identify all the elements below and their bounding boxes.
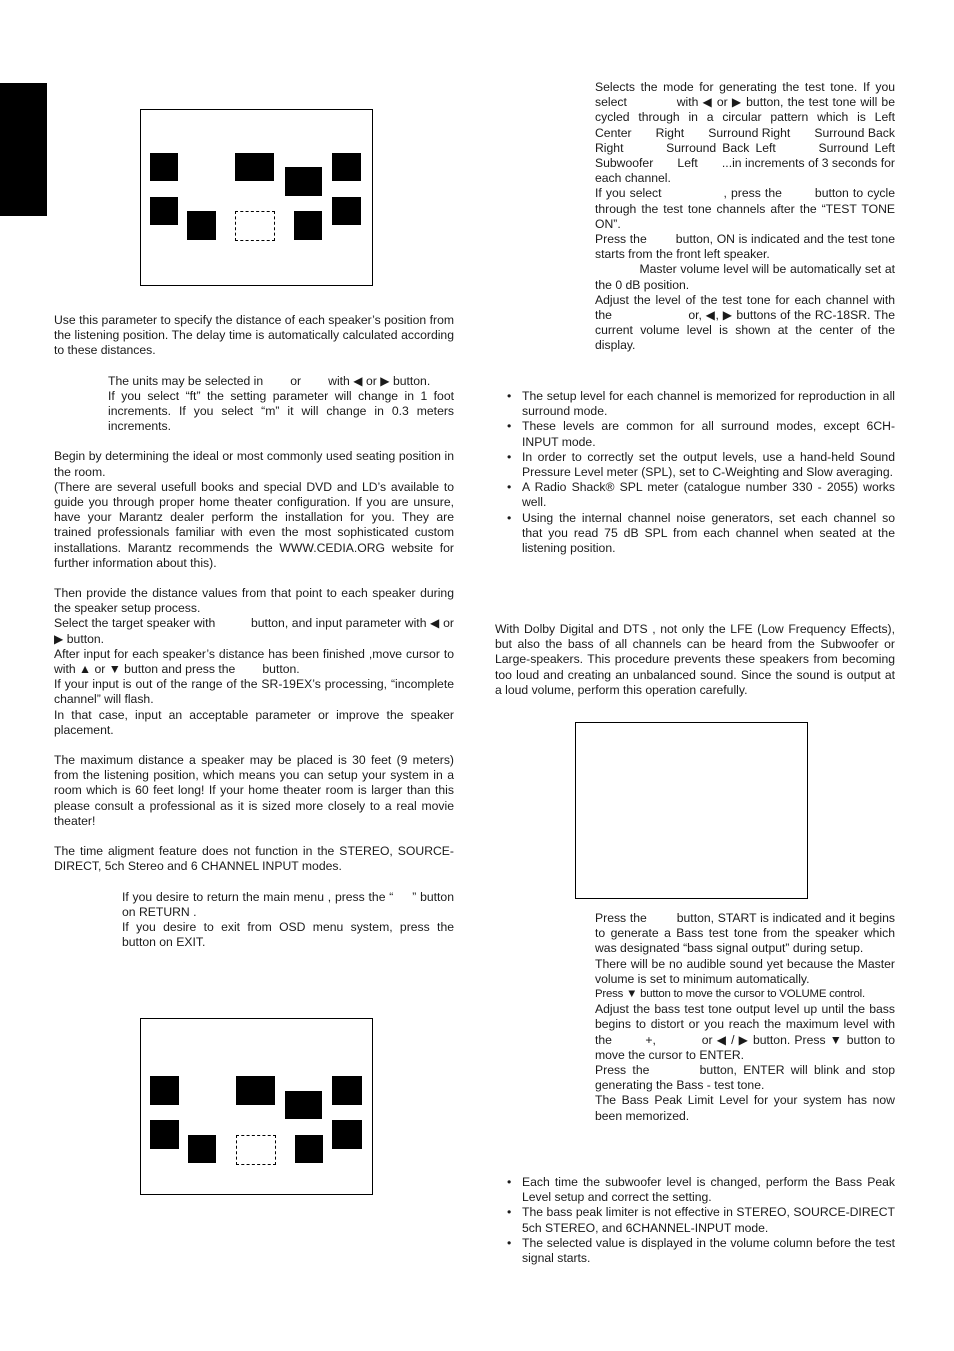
bass-notes bbox=[495, 1175, 895, 1266]
speaker-front-right bbox=[332, 1076, 362, 1105]
test-tone-line: If you select , press the button to cycle through the test tone channels after the “TEST TONE ON”. bbox=[595, 186, 899, 231]
bass-intro bbox=[495, 622, 895, 698]
bass-step: Press the button, START is indicated and it begins to generate a Bass test tone from the speaker which was designated “bass signal output” during setup. bbox=[595, 911, 899, 956]
bass-step: There will be no audible sound yet because the Master volume is set to minimum automatically. bbox=[595, 956, 895, 986]
setup-note: • In order to correctly set the output levels, use a hand-held Sound Pressure Level meter (SPL), set to C-Weighting and Slow averaging. bbox=[495, 450, 895, 480]
exit-note: If you desire to exit from OSD menu system, press the button on EXIT. bbox=[122, 919, 495, 950]
speaker-surround-left bbox=[150, 197, 178, 225]
setup-note: • Using the internal channel noise generators, set each channel so that you read 75 dB SPL from each channel when seated at the listening position. bbox=[495, 511, 895, 557]
speaker-subwoofer bbox=[285, 1091, 322, 1119]
bass-steps bbox=[595, 911, 899, 1124]
distance-intro: Use this parameter to specify the distance of each speaker’s position from the listening position. The delay time is automatically calculated according to these distances. bbox=[54, 313, 454, 358]
return-note: If you desire to return the main menu , press the “ ” button on RETURN . bbox=[122, 889, 458, 919]
speaker-front-right bbox=[332, 153, 361, 181]
bass-peak-osd-screen bbox=[575, 722, 808, 899]
speaker-surround-back-left bbox=[187, 211, 216, 240]
left-column bbox=[54, 313, 495, 950]
bass-step: Press the button, ENTER will blink and stop generating the Bass - test tone. bbox=[595, 1063, 899, 1093]
section-tab bbox=[0, 83, 47, 216]
speaker-surround-right bbox=[332, 1120, 362, 1149]
test-tone-line: Adjust the level of the test tone for each channel with the or, ◀, ▶ buttons of the RC-18SR. The current volume level is shown at the center of the display. bbox=[595, 292, 899, 353]
max-distance-paragraph: The maximum distance a speaker may be placed is 30 feet (9 meters) from the listening position, which means you can setup your system in a room which is 60 feet long! If your home theater room is larger than this please consult a professional as it is sized more closely to a real movie theater! bbox=[54, 753, 454, 828]
speaker-front-left bbox=[150, 1076, 179, 1105]
bass-intro-paragraph: With Dolby Digital and DTS , not only the LFE (Low Frequency Effects), but also the bass of all channels can be heard from the Subwoofer or Large-speakers. This procedure prevents these speakers from becoming too loud and creating an unbalanced sound. Since the sound is output at a loud volume, perform this operation carefully. bbox=[495, 622, 895, 697]
listening-position bbox=[236, 1135, 276, 1165]
speaker-center bbox=[235, 153, 274, 181]
speaker-layout-diagram bbox=[140, 109, 373, 286]
units-note-line: The units may be selected in or with ◀ or ▶ button. bbox=[108, 373, 431, 388]
speaker-subwoofer bbox=[285, 167, 322, 196]
time-alignment-paragraph: The time aligment feature does not function in the STEREO, SOURCE-DIRECT, 5ch Stereo and 6 CHANNEL INPUT modes. bbox=[54, 844, 454, 874]
speaker-surround-right bbox=[332, 197, 361, 225]
bass-note: • The selected value is displayed in the volume column before the test signal starts. bbox=[495, 1236, 895, 1266]
test-tone-line: Press the button, ON is indicated and the test tone starts from the front left speaker. bbox=[595, 232, 899, 262]
bass-step: Press ▼ button to move the cursor to VOLUME control. bbox=[595, 988, 865, 1001]
step-line: After input for each speaker’s distance has been finished ,move cursor to with ▲ or ▼ button and press the button. bbox=[54, 646, 495, 677]
test-tone-line: Master volume level will be automatically set at the 0 dB position. bbox=[595, 262, 899, 292]
resources-paragraph: (There are several usefull books and special DVD and LD’s available to guide you through proper home theater configuration. If you are unsure, have your Marantz dealer perform the installation for you. They are trained professionals familiar with even the most sophisticated custom installations. Marantz recommends the WWW.CEDIA.ORG website for further information about this). bbox=[54, 479, 454, 570]
speaker-front-left bbox=[150, 153, 178, 181]
speaker-center bbox=[236, 1076, 275, 1105]
step-line: If your input is out of the range of the SR-19EX’s processing, “incomplete channel” will flash. bbox=[54, 677, 454, 707]
setup-notes bbox=[495, 389, 895, 556]
test-tone-line: Selects the mode for generating the test tone. If you select with ◀ or ▶ button, the test tone will be cycled through in a circular pattern which is Left Center Right Surround Right Surround Back Right Surround Back Left Surround Left Subwoofer Left ...in increments of 3 seconds for each channel. bbox=[595, 80, 919, 186]
speaker-surround-left bbox=[150, 1120, 179, 1149]
step-line: In that case, input an acceptable parameter or improve the speaker placement. bbox=[54, 707, 454, 737]
setup-note: • The setup level for each channel is memorized for reproduction in all surround mode. bbox=[495, 389, 895, 419]
step-line: Select the target speaker with button, and input parameter with ◀ or ▶ button. bbox=[54, 616, 458, 646]
seating-paragraph: Begin by determining the ideal or most commonly used seating position in the room. bbox=[54, 449, 454, 479]
bass-note: • The bass peak limiter is not effective in STEREO, SOURCE-DIRECT 5ch STEREO, and 6CHANNEL-INPUT mode. bbox=[495, 1205, 895, 1235]
test-tone-section bbox=[595, 80, 919, 354]
listening-position bbox=[235, 211, 275, 241]
setup-note: • These levels are common for all surround modes, except 6CH-INPUT mode. bbox=[495, 419, 895, 449]
bass-step: The Bass Peak Limit Level for your system has now been memorized. bbox=[595, 1093, 895, 1123]
step-line: Then provide the distance values from that point to each speaker during the speaker setup process. bbox=[54, 586, 454, 616]
units-note bbox=[54, 374, 454, 435]
speaker-surround-back-left bbox=[188, 1135, 216, 1163]
bass-step: Adjust the bass test tone output level up until the bass begins to distort or you reach the maximum level with the +, or ◀ / ▶ button. Press ▼ button to move the cursor to ENTER. bbox=[595, 1002, 899, 1062]
setup-note: • A Radio Shack® SPL meter (catalogue number 330 - 2055) works well. bbox=[495, 480, 895, 510]
return-notes bbox=[54, 889, 495, 951]
speaker-layout-diagram-2 bbox=[140, 1018, 373, 1195]
speaker-surround-back-right bbox=[295, 1135, 323, 1163]
units-note-line: If you select “ft” the setting parameter will change in 1 foot increments. If you select “m” it will change in 0.3 meters increments. bbox=[108, 388, 454, 434]
speaker-surround-back-right bbox=[294, 211, 322, 240]
bass-note: • Each time the subwoofer level is changed, perform the Bass Peak Level setup and correct the setting. bbox=[495, 1175, 895, 1205]
